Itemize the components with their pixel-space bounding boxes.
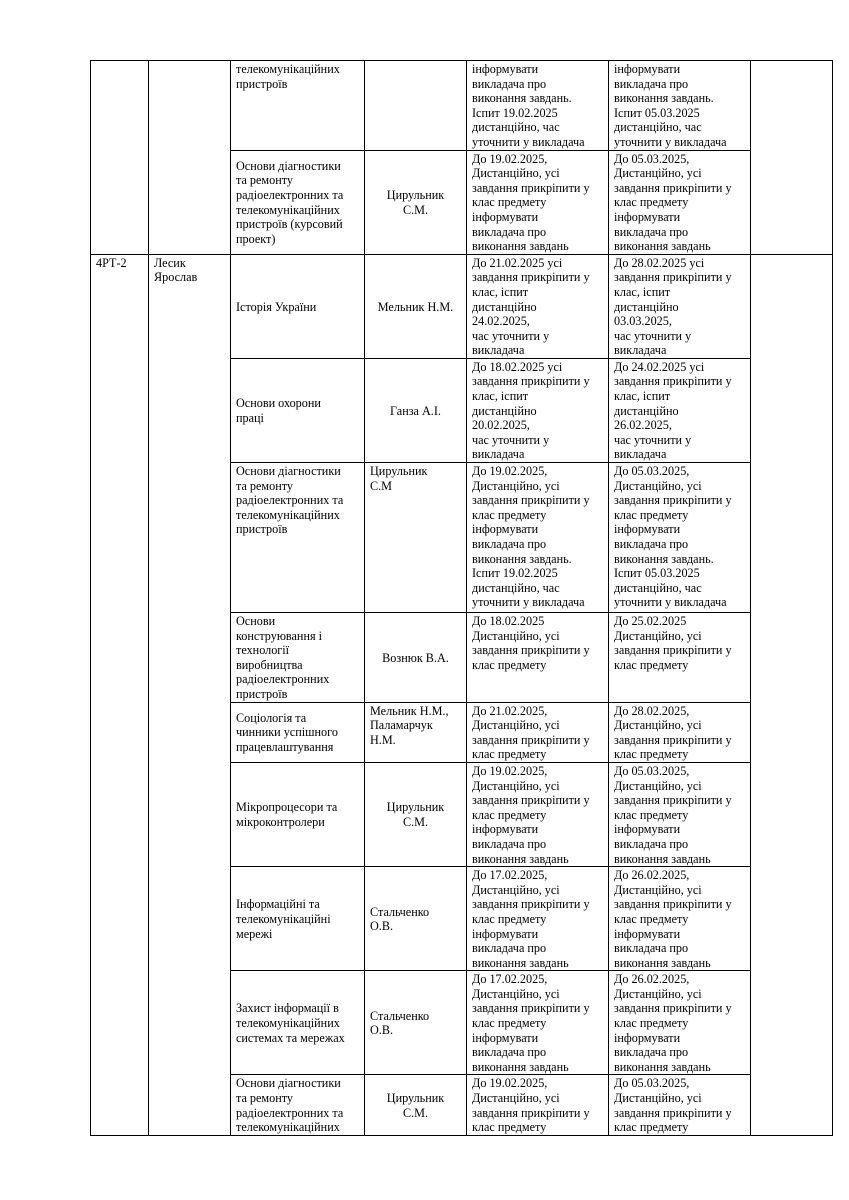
deadline-cell: інформувати викладача про виконання завдань. Іспит 05.03.2025 дистанційно, час уточнити у викладача — [609, 61, 751, 151]
teacher-cell: Стальченко О.В. — [365, 867, 467, 971]
deadline-cell: До 05.03.2025, Дистанційно, усі завдання прикріпити у клас предмету інформувати викладача про виконання завдань — [609, 762, 751, 866]
discipline-cell: Історія України — [231, 254, 365, 358]
teacher-cell: Ганза А.І. — [365, 358, 467, 462]
deadline-cell: До 19.02.2025, Дистанційно, усі завдання прикріпити у клас предмету інформувати викладача про виконання завдань — [467, 150, 609, 254]
deadline-cell: До 05.03.2025, Дистанційно, усі завдання прикріпити у клас предмету інформувати викладача про виконання завдань. Іспит 05.03.2025 дистанційно, час уточнити у викладача — [609, 463, 751, 613]
deadline-cell: До 05.03.2025, Дистанційно, усі завдання прикріпити у клас предмету — [609, 1075, 751, 1136]
teacher-cell: Мельник Н.М. — [365, 254, 467, 358]
deadline-cell: До 17.02.2025, Дистанційно, усі завдання прикріпити у клас предмету інформувати викладача про виконання завдань — [467, 867, 609, 971]
teacher-cell: Цирульник С.М. — [365, 1075, 467, 1136]
deadline-cell: До 05.03.2025, Дистанційно, усі завдання прикріпити у клас предмету інформувати викладача про виконання завдань — [609, 150, 751, 254]
deadline-cell: інформувати викладача про виконання завдань. Іспит 19.02.2025 дистанційно, час уточнити у викладача — [467, 61, 609, 151]
schedule-table — [90, 60, 833, 1136]
notes-cell — [751, 254, 833, 1136]
table-row — [91, 61, 833, 151]
deadline-cell: До 25.02.2025 Дистанційно, усі завдання прикріпити у клас предмету — [609, 613, 751, 703]
discipline-cell: Соціологія та чинники успішного працевлаштування — [231, 702, 365, 762]
student-cell — [149, 61, 231, 255]
teacher-cell: Мельник Н.М., Паламарчук Н.М. — [365, 702, 467, 762]
teacher-cell: Цирульник С.М — [365, 463, 467, 613]
deadline-cell: До 19.02.2025, Дистанційно, усі завдання прикріпити у клас предмету — [467, 1075, 609, 1136]
deadline-cell: До 19.02.2025, Дистанційно, усі завдання прикріпити у клас предмету інформувати викладача про виконання завдань. Іспит 19.02.2025 дистанційно, час уточнити у викладача — [467, 463, 609, 613]
discipline-cell: телекомунікаційних пристроїв — [231, 61, 365, 151]
deadline-cell: До 24.02.2025 усі завдання прикріпити у клас, іспит дистанційно 26.02.2025, час уточнити у викладача — [609, 358, 751, 462]
deadline-cell: До 17.02.2025, Дистанційно, усі завдання прикріпити у клас предмету інформувати викладача про виконання завдань — [467, 971, 609, 1075]
student-cell: Лесик Ярослав — [149, 254, 231, 1136]
discipline-cell: Основи конструювання і технології виробництва радіоелектронних пристроїв — [231, 613, 365, 703]
deadline-cell: До 26.02.2025, Дистанційно, усі завдання прикріпити у клас предмету інформувати викладача про виконання завдань — [609, 971, 751, 1075]
deadline-cell: До 21.02.2025 усі завдання прикріпити у клас, іспит дистанційно 24.02.2025, час уточнити у викладача — [467, 254, 609, 358]
deadline-cell: До 26.02.2025, Дистанційно, усі завдання прикріпити у клас предмету інформувати викладача про виконання завдань — [609, 867, 751, 971]
teacher-cell — [365, 61, 467, 151]
deadline-cell: До 28.02.2025, Дистанційно, усі завдання прикріпити у клас предмету — [609, 702, 751, 762]
group-cell: 4РТ-2 — [91, 254, 149, 1136]
notes-cell — [751, 61, 833, 255]
discipline-cell: Основи діагностики та ремонту радіоелектронних та телекомунікаційних — [231, 1075, 365, 1136]
deadline-cell: До 21.02.2025, Дистанційно, усі завдання прикріпити у клас предмету — [467, 702, 609, 762]
discipline-cell: Мікропроцесори та мікроконтролери — [231, 762, 365, 866]
group-cell — [91, 61, 149, 255]
discipline-cell: Основи охорони праці — [231, 358, 365, 462]
deadline-cell: До 18.02.2025 усі завдання прикріпити у клас, іспит дистанційно 20.02.2025, час уточнити у викладача — [467, 358, 609, 462]
deadline-cell: До 19.02.2025, Дистанційно, усі завдання прикріпити у клас предмету інформувати викладача про виконання завдань — [467, 762, 609, 866]
deadline-cell: До 28.02.2025 усі завдання прикріпити у клас, іспит дистанційно 03.03.2025, час уточнити у викладача — [609, 254, 751, 358]
table-row — [91, 254, 833, 358]
teacher-cell: Цирульник С.М. — [365, 762, 467, 866]
discipline-cell: Основи діагностики та ремонту радіоелектронних та телекомунікаційних пристроїв — [231, 463, 365, 613]
discipline-cell: Інформаційні та телекомунікаційні мережі — [231, 867, 365, 971]
discipline-cell: Захист інформації в телекомунікаційних системах та мережах — [231, 971, 365, 1075]
teacher-cell: Цирульник С.М. — [365, 150, 467, 254]
discipline-cell: Основи діагностики та ремонту радіоелектронних та телекомунікаційних пристроїв (курсовий проект) — [231, 150, 365, 254]
teacher-cell: Стальченко О.В. — [365, 971, 467, 1075]
teacher-cell: Вознюк В.А. — [365, 613, 467, 703]
deadline-cell: До 18.02.2025 Дистанційно, усі завдання прикріпити у клас предмету — [467, 613, 609, 703]
